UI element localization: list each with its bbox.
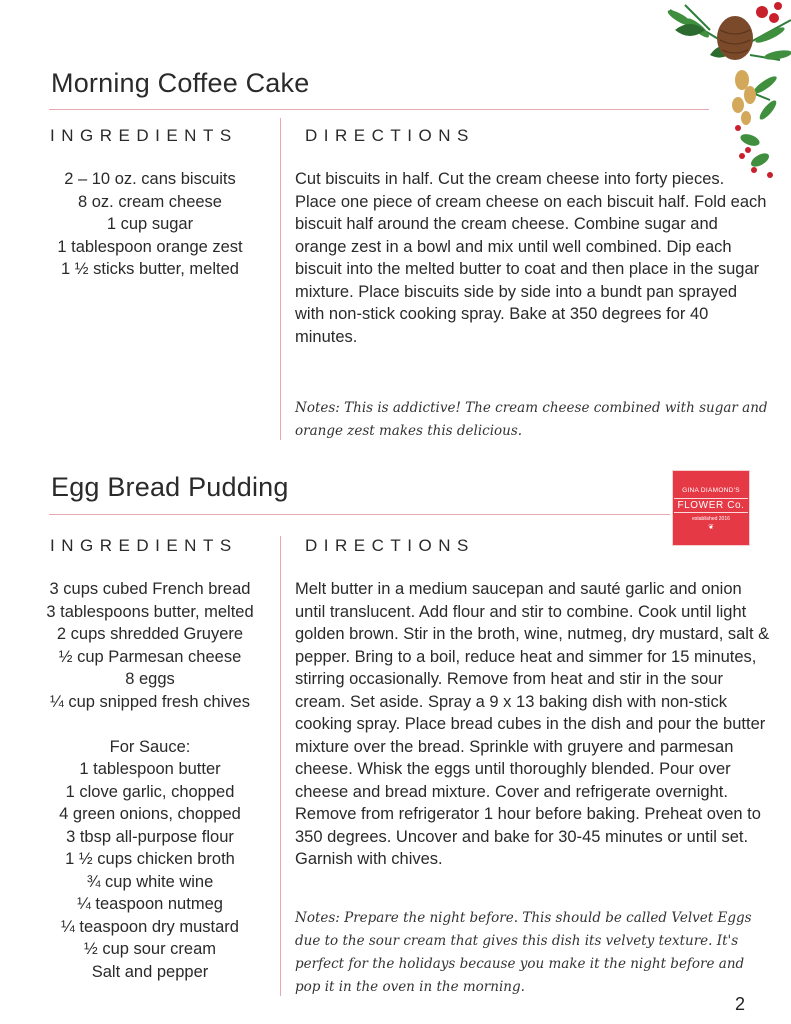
flower-co-logo: [672, 470, 750, 546]
ingredients-list-1: [30, 168, 270, 281]
ingredient-item: ½ cup Parmesan cheese: [58, 647, 242, 666]
column-divider-2: [280, 536, 281, 996]
directions-text-2: Melt butter in a medium saucepan and sauté garlic and onion until translucent. Add flour and stir to combine. Cook until light golden brown. Stir in the broth, wine, nutmeg, dry mustard, salt & pepper. Bring to a boil, reduce heat and simmer for 15 minutes, stirring occasionally. Remove from heat and stir in the sour cream. Set aside. Spray a 9 x 13 baking dish with non-stick cooking spray. Place bread cubes in the dish and pour the butter mixture over the bread. Sprinkle with gruyere and parmesan cheese. Whisk the eggs until thoroughly blended. Pour over cheese and bread mixture. Cover and refrigerate overnight. Remove from refrigerator 1 hour before baking. Preheat oven to 350 degrees. Uncover and bake for 30-45 minutes or until set. Garnish with chives.: [295, 580, 770, 868]
logo-flourish-icon: ❦: [708, 524, 714, 531]
logo-line-3: established 2016: [692, 516, 730, 522]
recipe-title-2: Egg Bread Pudding: [51, 472, 289, 502]
ingredient-item: ¼ teaspoon nutmeg: [77, 895, 223, 913]
ingredient-item: 1 cup sugar: [106, 215, 194, 233]
ingredient-item: 1 tablespoon butter: [79, 760, 221, 778]
ingredient-item: 3 cups cubed French bread: [49, 580, 251, 598]
ingredient-item: 1 tablespoon orange zest: [57, 237, 243, 256]
directions-heading-2: DIRECTIONS: [305, 536, 475, 555]
logo-line-1: GINA DIAMOND'S: [682, 487, 740, 494]
page-number: 2: [735, 994, 746, 1014]
ingredient-item: ½ cup sour cream: [83, 940, 217, 958]
title-divider-1: [49, 109, 709, 110]
column-divider-1: [280, 118, 281, 440]
ingredient-item: 3 tablespoons butter, melted: [46, 602, 254, 621]
ingredients-list-2: [30, 578, 270, 983]
ingredient-item: ¼ cup snipped fresh chives: [50, 692, 250, 711]
ingredient-item: 4 green onions, chopped: [59, 805, 241, 823]
ingredient-item: 8 eggs: [125, 670, 175, 688]
ingredient-item: 8 oz. cream cheese: [78, 192, 222, 211]
ingredient-item: 3 tbsp all-purpose flour: [66, 827, 234, 846]
holiday-sprig-decoration: [650, 0, 791, 190]
ingredient-item: 1 ½ cups chicken broth: [65, 850, 235, 868]
directions-text-1: Cut biscuits in half. Cut the cream cheese into forty pieces. Place one piece of cream cheese on each biscuit half. Fold each biscuit half around the cream cheese. Combine sugar and orange zest in a bowl and mix until well combined. Dip each biscuit into the melted butter to coat and then place in the sugar mixture. Place biscuits side by side into a bundt pan sprayed with non-stick cooking spray. Bake at 350 degrees for 40 minutes.: [295, 170, 767, 346]
sauce-subheading: For Sauce:: [109, 737, 191, 756]
ingredients-heading-2: INGREDIENTS: [50, 536, 238, 555]
recipe-title-1: Morning Coffee Cake: [51, 68, 310, 98]
logo-line-2: FLOWER Co.: [674, 498, 747, 513]
ingredient-item: Salt and pepper: [91, 962, 209, 981]
ingredient-item: ¼ teaspoon dry mustard: [61, 917, 239, 936]
directions-heading-1: DIRECTIONS: [305, 126, 475, 145]
notes-text-1: Notes: This is addictive! The cream cheese combined with sugar and orange zest makes this delicious.: [295, 400, 768, 439]
ingredient-item: 1 ½ sticks butter, melted: [61, 260, 239, 278]
ingredient-spacer: [30, 713, 270, 736]
notes-text-2: Notes: Prepare the night before. This should be called Velvet Eggs due to the sour cream that gives this dish its velvety texture. It's perfect for the holidays because you make it the night before and pop it in the oven in the morning.: [295, 910, 752, 995]
ingredients-heading-1: INGREDIENTS: [50, 126, 238, 145]
ingredient-item: 2 – 10 oz. cans biscuits: [64, 170, 236, 188]
ingredient-item: ¾ cup white wine: [86, 872, 214, 891]
ingredient-item: 2 cups shredded Gruyere: [56, 625, 244, 643]
title-divider-2: [49, 514, 670, 515]
ingredient-item: 1 clove garlic, chopped: [65, 782, 235, 801]
